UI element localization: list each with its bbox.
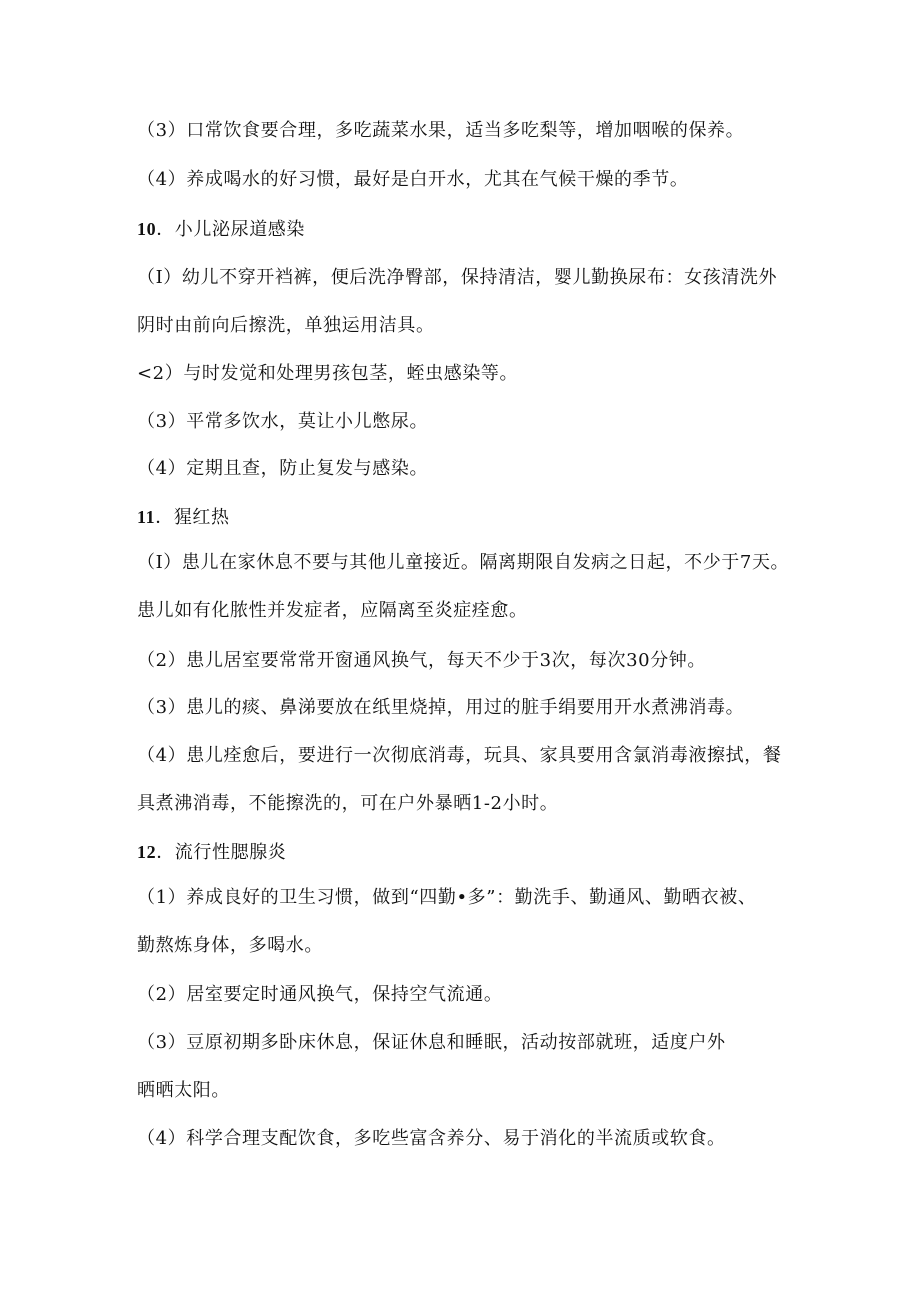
text-line: （2）居室要定时通风换气，保持空气流通。	[137, 984, 503, 1005]
text-line: （4）患儿痊愈后，要进行一次彻底消毒，玩具、家具要用含氯消毒液擦拭，餐	[137, 745, 782, 766]
section-heading	[137, 217, 305, 242]
text-line: （4）养成喝水的好习惯，最好是白开水，尤其在气候干燥的季节。	[137, 169, 689, 190]
text-line: 具煮沸消毒，不能擦洗的，可在户外暴晒1-2小时。	[137, 793, 559, 814]
text-line: （4）定期且查，防止复发与感染。	[137, 458, 429, 479]
text-line: （3）平常多饮水，莫让小儿憋尿。	[137, 411, 429, 432]
text-line: （2）患儿居室要常常开窗通风换气，每天不少于3次，每次30分钟。	[137, 650, 707, 671]
text-line: 勤熬炼身体，多喝水。	[137, 935, 323, 956]
text-line: （3）豆原初期多卧床休息，保证休息和睡眠，活动按部就班，适度户外	[137, 1032, 726, 1053]
section-number: 11	[137, 507, 156, 527]
text-line: 患儿如有化脓性并发症者，应隔离至炎症痊愈。	[137, 600, 528, 621]
text-line: 晒晒太阳。	[137, 1080, 230, 1101]
text-line: （1）养成良好的卫生习惯，做到“四勤•多”：勤洗手、勤通风、勤晒衣被、	[137, 887, 757, 908]
text-line: （I）幼儿不穿开裆裤，便后洗净臀部，保持清洁，婴儿勤换尿布：女孩清洗外	[137, 267, 778, 288]
text-line: 阴时由前向后擦洗，单独运用洁具。	[137, 315, 435, 336]
text-line: （3）患儿的痰、鼻涕要放在纸里烧掉，用过的脏手绢要用开水煮沸消毒。	[137, 697, 745, 718]
text-line: <2）与时发觉和处理男孩包茎，蛭虫感染等。	[137, 363, 519, 384]
section-title: ．流行性腮腺炎	[156, 842, 287, 863]
section-number: 12	[137, 842, 157, 862]
text-line: （3）口常饮食要合理，多吃蔬菜水果，适当多吃梨等，增加咽喉的保养。	[137, 120, 745, 141]
section-title: ．猩红热	[155, 507, 230, 528]
section-heading	[137, 840, 286, 865]
section-title: ．小儿泌尿道感染	[156, 219, 306, 240]
section-number: 10	[137, 219, 157, 239]
section-heading	[137, 505, 230, 530]
text-line: （4）科学合理支配饮食，多吃些富含养分、易于消化的半流质或软食。	[137, 1128, 726, 1149]
text-line: （I）患儿在家休息不要与其他儿童接近。隔离期限自发病之日起，不少于7天。	[137, 552, 790, 573]
